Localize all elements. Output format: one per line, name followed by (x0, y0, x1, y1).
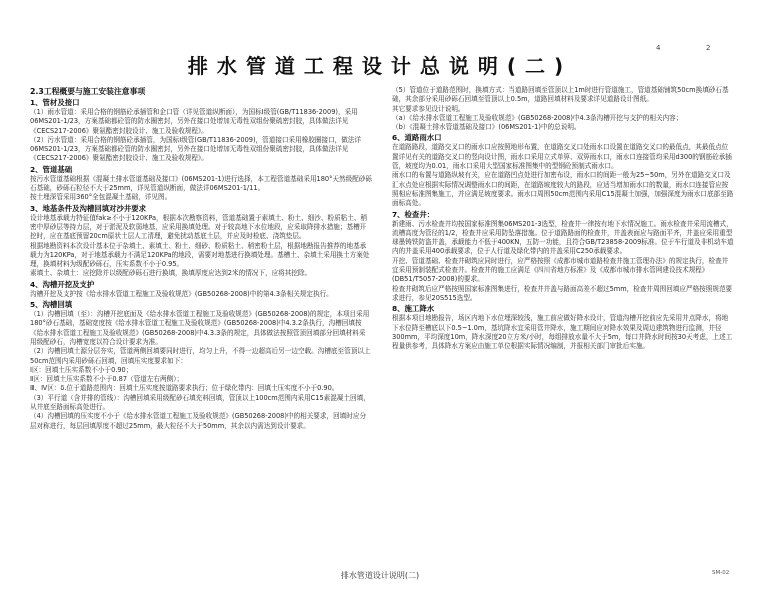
paragraph: （4）沟槽回填的压实度不小于《给水排水管道工程施工及验收规范》(GB50268-2008)中的相关要求，回填时应分层对称进行，每层回填厚度不超过25mm，最大粒径不大于50mm，其余以内需达到设计要求。 (30, 412, 367, 430)
paragraph: Ⅰ区：回填土压实系数不小于0.90； (30, 365, 133, 374)
footer-title: 排水管道设计说明(二) (340, 571, 420, 580)
paragraph: （1）雨水管道：采用合格的钢筋砼承插管和企口管（详见管道纵断面），为国标I级管(GB/T11836-2009)，采用06MS201-1/23，方案基础都砼管的防水圈密封，另外在接口处增加无毒性双组份聚硫密封胶，具体做法详见《CECS217-2006》聚氨酯密封胶设计、施工及验收规程》。 (30, 108, 358, 135)
paragraph: 检查井砌筑后应严格按照国家标准图集进行，检查井井盖与路面高差不超过5mm，检查井周围回填应严格按照规范要求进行，参见20S515选型。 (392, 284, 733, 302)
page-number-right: 2 (706, 44, 711, 52)
paragraph: （2）沟槽回填土源分层夯实，管道两侧回填要同时进行，均匀上升，不得一边超高后另一边空载。沟槽底至管顶以上50cm范围内采用砂砾石回填，回填压实度要求如下： (30, 347, 371, 365)
paragraph: Ⅱ区：回填土压实系数不小于0.87（管道左右两侧）； (30, 375, 184, 384)
paragraph: 根据地勘资料本次设计基本位于杂填土、素填土、粉土、细砂、粉质粘土、稍密粉土层，根据地勘报告推荐的地基承载力为120KPa，对于地基承载力不满足120KPa的地段，需要对地基进行换填处理。基槽土、杂填土采用换土方案处理，换填材料为级配砂砾石，压实系数不小于0.95。 (30, 241, 370, 269)
section-heading: 5、沟槽回填 (30, 300, 73, 310)
document-title: 排水管道工程设计总说明(二) (187, 54, 573, 78)
section-heading: 2.3工程概要与施工安装注意事项 (30, 87, 146, 96)
paragraph: 其它要求参见设计说明。 (392, 104, 465, 113)
paragraph: 雨水口的布置与道路纵坡有关，应在道路凹点处进行加密布设，雨水口的间距一般为25~50m，另外在道路交叉口及汇水点处应根据实际情况调整雨水口的间距，在道路坡度较大的路段，应适当增加雨水口的数量，雨水口连接管应按照相应标准图集施工，并应满足坡度要求。雨水口周围50cm范围内采用C15混凝土加强，加强深度为雨水口底部至路面标高处。 (392, 171, 734, 208)
paragraph: （a）《给水排水管道工程施工及验收规范》(GB50268-2008)中4.3条沟槽开挖与支护的相关内容； (392, 113, 683, 122)
paragraph: 按污水管道基础根据《混凝土排水管道基础及接口》(06MS201-1)进行选择，本工程管道基础采用180°天然级配砂砾石基础，砂砾石粒径不大于25mm，详见管道纵断面，做法详06MS201-1/11。 (30, 174, 372, 193)
paragraph: 新建雨、污水检查井均按国家标准图集06MS201-3选型，检查井一律按有地下水情况施工。雨水检查井采用流槽式，流槽高度为管径的1/2，检查井应采用防坠落措施。位于道路路面的检查井，井盖表面应与路面平齐，井盖应采用重型球墨铸铁防盗井盖，承载能力不低于400KN，五防一功能，且符合GB/T23858-2009标准。位于车行道及非机动车道内的井盖采用400承载要求，位于人行道及绿化带内的井盖采用C250承载要求。 (392, 219, 734, 256)
paragraph: Ⅲ、Ⅳ区：δ.位于道路范围内：回填土压实度按道路要求执行；位于绿化带内：回填土压实度不小于0.90。 (30, 384, 339, 393)
right-column (392, 86, 734, 351)
paragraph: （5）管道位于道路范围时，换填方式：当道路回填至管顶以上1m时进行管道施工，管道基础铺筑50cm换填砂石基础，其余部分采用砂砾石回填至管顶以上0.5m，道路回填材料及要求详见道路设计图纸。 (392, 86, 729, 104)
section-heading: 2、管道基础 (30, 164, 73, 174)
section-heading: 4、沟槽开挖及支护 (30, 279, 95, 289)
paragraph: （1）沟槽回填（至）：沟槽开挖底面及《给水排水管道工程施工及验收规范》(GB50268-2008)的规定，本项目采用180°砂石基础，基础宽度按《给水排水管道工程施工及验收规范》(GB50268-2008)中4.3.2条执行，沟槽回填按《给水排水管道工程施工及验收规范》(GB50268-2008)中4.3.3条的规定，具体做法按照管顶回填部分回填材料采用级配砂石，沟槽宽度以符合设计要求为准。 (30, 310, 370, 346)
section-heading: 6、道路雨水口 (392, 133, 442, 143)
paragraph: （b）《混凝土排水管道基础及接口》(06MS201-1)中的总说明。 (392, 123, 581, 132)
section-heading: 3、地基条件及沟槽回填对沙井要求 (30, 203, 147, 213)
section-heading: 1、管材及接口 (30, 98, 80, 107)
paragraph: 沟槽开挖及支护按《给水排水管道工程施工及验收规范》(GB50268-2008)中的第4.3条相关规定执行。 (30, 289, 333, 298)
paragraph: 在道路路段，道路交叉口的雨水口应按照地形布置，在道路交叉口处雨水口设置在道路交叉口的最低点，其最低点位置详见有关的道路交叉口的竖向设计图，雨水口采用立式单箅、双箅雨水口，雨水口连接管均采用d300的钢筋砼承插管，坡度均为0.01，雨水口采用大型国家标准图集中的型钢砼预制式雨水口。 (392, 143, 732, 171)
page-number-left: 4 (656, 44, 661, 52)
paragraph: 素填土、杂填土：应挖除并以级配砂砾石进行换填，换填厚度应达到2米的情况下，应将其挖除。 (30, 269, 312, 278)
paragraph: 开挖、管道基础、检查井砌筑应同时进行，应严格按照《成都市城市道路检查井施工管理办法》的规定执行，检查井宜采用预制装配式检查井。检查井的施工应满足《四川省地方标准》及《成都市城市排水管网建设技术规程》(DB51/T5057-2008)的要求。 (392, 256, 729, 284)
paragraph: （3）平行道（含并排的管线）：沟槽回填采用级配砂石填充料回填，管顶以上100cm范围内采用C15素混凝土回填，从井底至路面标高处进行。 (30, 393, 370, 412)
paragraph: 根据本项目地勘报告，场区内地下水位埋深较浅，施工前应做好降水设计，管道沟槽开挖前应先采用井点降水，将地下水位降至槽底以下0.5~1.0m，基坑降水宜采用管井降水，施工期间应对降水效果及周边建筑物进行监测，井径300mm，平均深度10m，降水深度20立方米/小时，每组排放水量不大于5m，每口井降水时间按30天考虑，上述工程量供参考，具体降水方案应由施工单位根据实际情况编制，并报相关部门审批后实施。 (392, 314, 733, 351)
paragraph: 设计地基承载力特征值fak≥不小于120KPa，根据本次勘察资料，管道基础置于素填土、粉土、细沙、粉质粘土、稍密中厚砂层等持力层，对于淤泥及软弱地基，应采用换填处理。对于较高地下水位地段，应采取降排水措施；基槽开挖时，应在基底预留20cm原状土层人工清理，避免扰动基底土层，并应及时检底、浇筑垫层。 (30, 213, 368, 241)
paragraph: （2）污水管道：采用合格的钢筋砼承插管，为国标I级管(GB/T11836-2009)，管道接口采用橡胶圈接口，做法详06MS201-1/23，方案基础都砼管的防水圈密封，另外在接口处增加无毒性双组份聚硫密封胶，具体做法详见《CECS217-2006》聚氨酯密封胶设计、施工及验收规程》。 (30, 135, 362, 163)
drawing-number: SM-02 (712, 570, 730, 576)
section-heading: 7、检查井： (392, 209, 435, 219)
section-heading: 8、施工降水 (392, 304, 435, 314)
paragraph: 按土埋深管采用360°全包混凝土基础，详见图。 (30, 193, 172, 202)
left-column (30, 86, 372, 431)
